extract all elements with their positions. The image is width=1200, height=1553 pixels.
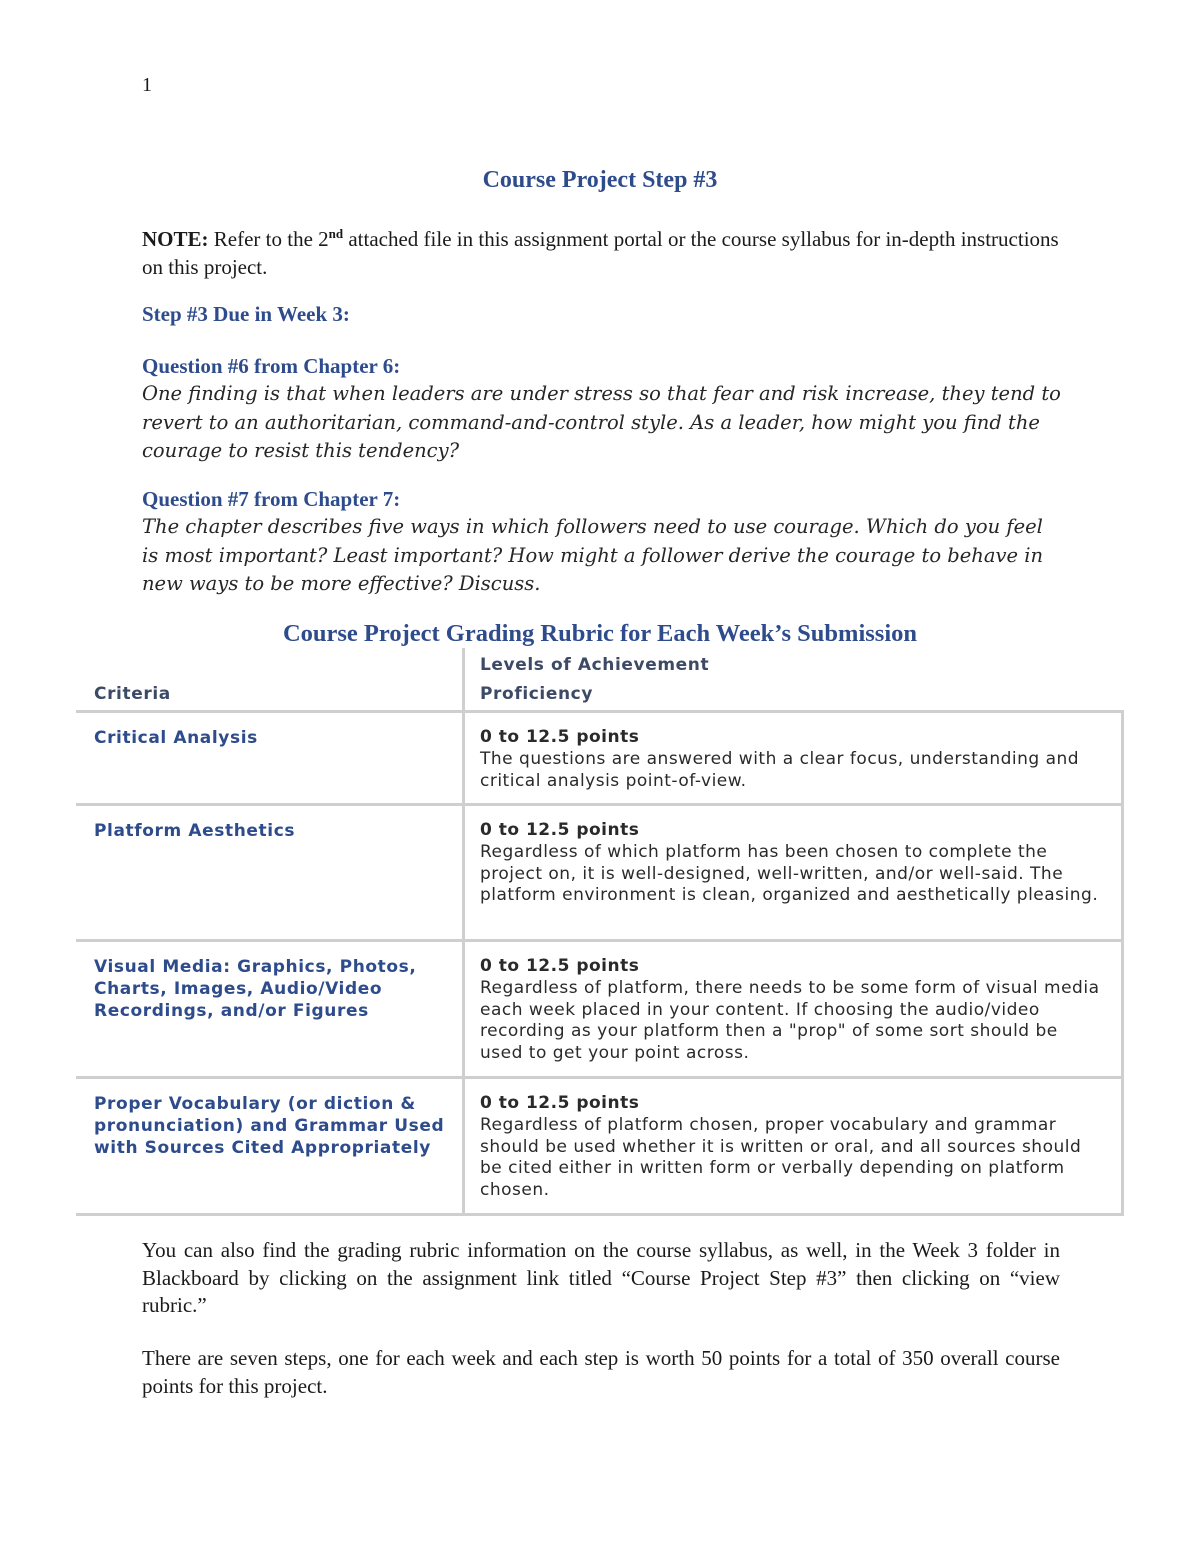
- rubric-points: 0 to 12.5 points: [480, 820, 640, 840]
- page-number: 1: [142, 74, 152, 96]
- question-text: The chapter describes five ways in which followers need to use courage. Which do you feel is most important? Least important? How might a follower derive the courage to behave in new ways to be more effective? Discuss.: [142, 515, 1044, 595]
- rubric-points: 0 to 12.5 points: [480, 1093, 640, 1113]
- note-label: NOTE:: [142, 227, 209, 251]
- question-block: [142, 485, 1062, 599]
- proficiency-label: Proficiency: [480, 684, 594, 704]
- rubric-row: [76, 1079, 1124, 1216]
- question-block: [142, 352, 1062, 466]
- document-title: Course Project Step #3: [482, 167, 718, 193]
- note-text-after: attached file in this assignment portal or the course syllabus for in-depth instructions on this project.: [142, 227, 1059, 279]
- rubric-table: [76, 648, 1124, 1216]
- levels-column-header: [462, 648, 709, 710]
- rubric-title: Course Project Grading Rubric for Each Week’s Submission: [282, 620, 918, 647]
- rubric-description: The questions are answered with a clear focus, understanding and critical analysis point-of-view.: [480, 748, 1080, 791]
- question-text: One finding is that when leaders are under stress so that fear and risk increase, they tend to revert to an authoritarian, command-and-control style. As a leader, how might you find the courage to resist this tendency?: [142, 382, 1061, 462]
- rubric-header-row: [76, 648, 1124, 713]
- note-text-before: Refer to the 2: [208, 227, 329, 251]
- note-paragraph: [142, 225, 1062, 281]
- criteria-column-header: Criteria: [94, 684, 171, 704]
- rubric-criteria-cell: Visual Media: Graphics, Photos, Charts, Images, Audio/Video Recordings, and/or Figures: [94, 957, 417, 1021]
- levels-of-achievement-label: Levels of Achievement: [480, 655, 710, 675]
- rubric-criteria-cell: Proper Vocabulary (or diction & pronunciation) and Grammar Used with Sources Cited Appropriately: [94, 1094, 445, 1158]
- rubric-points: 0 to 12.5 points: [480, 727, 640, 747]
- question-title: Question #6 from Chapter 6:: [142, 354, 401, 378]
- question-title: Question #7 from Chapter 7:: [142, 487, 401, 511]
- rubric-points: 0 to 12.5 points: [480, 956, 640, 976]
- rubric-detail-cell: [462, 1079, 1124, 1213]
- rubric-criteria-cell: Critical Analysis: [94, 728, 258, 748]
- rubric-detail-cell: [462, 942, 1124, 1076]
- rubric-description: Regardless of platform chosen, proper vocabulary and grammar should be used whether it is written or oral, and all sources should be cited either in written form or verbally depending on platform chosen.: [480, 1114, 1082, 1201]
- rubric-detail-cell: [462, 806, 1124, 939]
- rubric-description: Regardless of which platform has been chosen to complete the project on, it is well-designed, well-written, and/or well-said. The platform environment is clean, organized and aesthetically pleasing.: [480, 841, 1099, 906]
- rubric-row: [76, 806, 1124, 942]
- rubric-row: [76, 713, 1124, 806]
- rubric-row: [76, 942, 1124, 1079]
- closing-paragraph: You can also find the grading rubric information on the course syllabus, as well, in the Week 3 folder in Blackboard by clicking on the assignment link titled “Course Project Step #3” then clicking on “view rubric.”: [142, 1238, 1060, 1317]
- step-heading: Step #3 Due in Week 3:: [142, 302, 350, 326]
- rubric-criteria-cell: Platform Aesthetics: [94, 821, 296, 841]
- closing-paragraph: There are seven steps, one for each week and each step is worth 50 points for a total of 350 overall course points for this project.: [142, 1346, 1060, 1398]
- note-superscript: nd: [328, 226, 344, 241]
- rubric-detail-cell: [462, 713, 1124, 803]
- rubric-description: Regardless of platform, there needs to be some form of visual media each week placed in your content. If choosing the audio/video recording as your platform then a "prop" of some sort should be used to get your point across.: [480, 977, 1100, 1064]
